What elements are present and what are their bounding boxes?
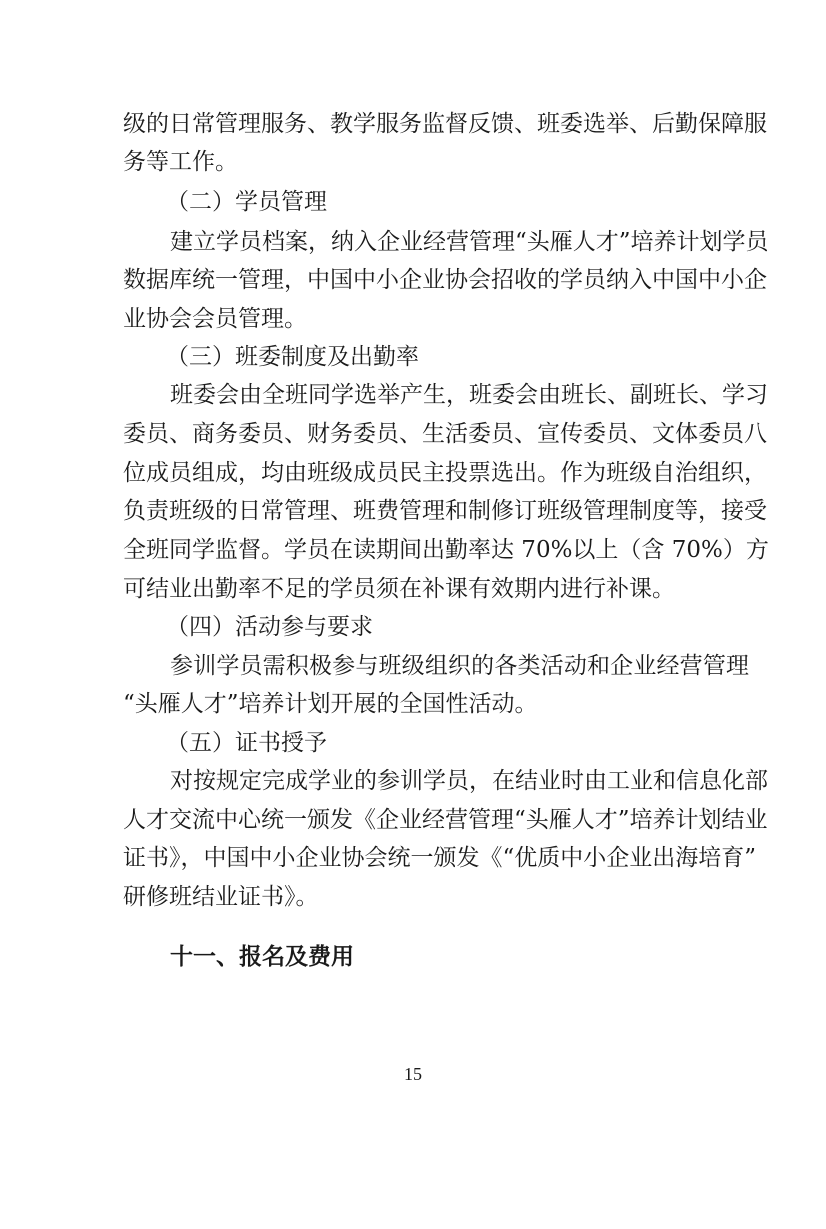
paragraph-line: 负责班级的日常管理、班费管理和制修订班级管理制度等，接受 — [123, 498, 767, 524]
paragraph-line: 位成员组成，均由班级成员民主投票选出。作为班级自治组织， — [123, 460, 767, 486]
section-heading-2: （二）学员管理 — [166, 189, 327, 215]
paragraph-line: 参训学员需积极参与班级组织的各类活动和企业经营管理 — [170, 653, 749, 679]
paragraph-line: 级的日常管理服务、教学服务监督反馈、班委选举、后勤保障服 — [123, 111, 767, 137]
chapter-heading: 十一、报名及费用 — [170, 944, 354, 970]
paragraph-line: “头雁人才”培养计划开展的全国性活动。 — [123, 691, 538, 717]
paragraph-line: 数据库统一管理，中国中小企业协会招收的学员纳入中国中小企 — [123, 267, 767, 293]
page-number: 15 — [404, 1064, 422, 1084]
paragraph-line: 业协会会员管理。 — [123, 306, 307, 332]
paragraph-line: 可结业出勤率不足的学员须在补课有效期内进行补课。 — [123, 576, 675, 602]
paragraph-line: 研修班结业证书》。 — [123, 884, 319, 910]
paragraph-line: 证书》，中国中小企业协会统一颁发《“优质中小企业出海培育” — [123, 845, 757, 871]
paragraph-line: 人才交流中心统一颁发《企业经营管理“头雁人才”培养计划结业 — [123, 807, 768, 833]
section-heading-5: （五）证书授予 — [166, 730, 327, 756]
paragraph-line: 班委会由全班同学选举产生，班委会由班长、副班长、学习 — [170, 382, 768, 408]
paragraph-line: 全班同学监督。学员在读期间出勤率达 70%以上（含 70%）方 — [123, 537, 769, 563]
paragraph-line: 建立学员档案，纳入企业经营管理“头雁人才”培养计划学员 — [170, 229, 769, 255]
paragraph-line: 委员、商务委员、财务委员、生活委员、宣传委员、文体委员八 — [123, 421, 767, 447]
section-heading-3: （三）班委制度及出勤率 — [166, 344, 419, 370]
paragraph-line: 务等工作。 — [123, 149, 238, 175]
section-heading-4: （四）活动参与要求 — [166, 614, 373, 640]
paragraph-line: 对按规定完成学业的参训学员，在结业时由工业和信息化部 — [170, 768, 768, 794]
